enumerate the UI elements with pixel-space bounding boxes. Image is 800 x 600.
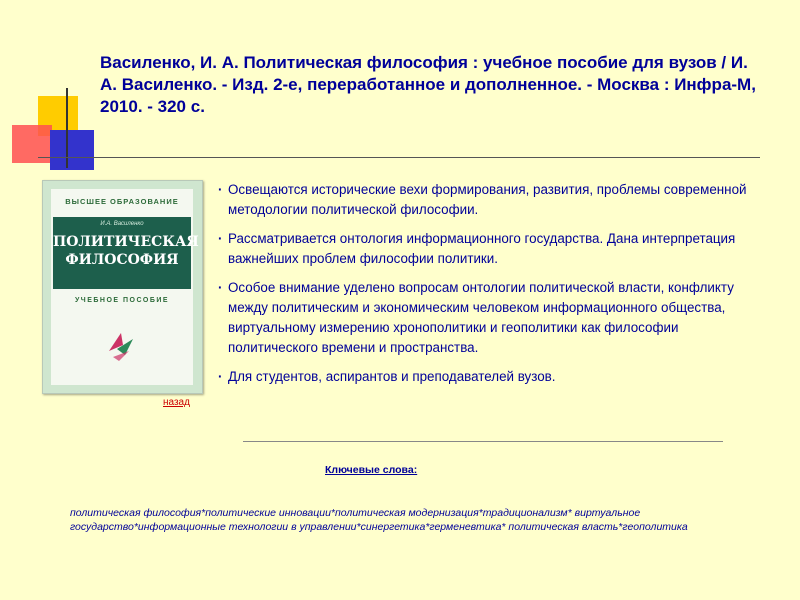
keywords-text: политическая философия*политические инновации*политическая модернизация*традиционализм* виртуальное государство*информационные технологии в управлении*синергетика*герменевтика* политическая власть*геополитика: [70, 507, 688, 533]
list-item: [218, 229, 768, 269]
list-item-text: Освещаются исторические вехи формирования, развития, проблемы современной методологии политической философии.: [228, 182, 747, 217]
header-divider: [38, 157, 760, 158]
book-cover-image: [42, 180, 203, 394]
decor-vertical-line: [66, 88, 68, 168]
description-list: [218, 180, 768, 396]
back-link[interactable]: назад: [163, 397, 190, 408]
bullet-icon: ·: [218, 369, 223, 384]
list-item-text: Особое внимание уделено вопросам онтологии политической власти, конфликту между политическим и экономическим человеком информационного общества, виртуальному измерению хронополитики и геополитики как философии политического времени и пространства.: [228, 280, 734, 355]
book-author: И.А. Василенко: [100, 221, 144, 227]
book-title-line1: ПОЛИТИЧЕСКАЯ: [53, 234, 199, 250]
book-title-line2: ФИЛОСОФИЯ: [65, 252, 179, 268]
list-item-text: Для студентов, аспирантов и преподавателей вузов.: [228, 369, 556, 384]
list-item: [218, 278, 768, 358]
page-title: Василенко, И. А. Политическая философия : учебное пособие для вузов / И. А. Василенко. - Изд. 2-е, переработанное и дополненное. - Москва : Инфра-М, 2010. - 320 с.: [100, 53, 756, 116]
list-item-text: Рассматривается онтология информационного государства. Дана интерпретация важнейших проблем философии политики.: [228, 231, 736, 266]
book-title: [53, 233, 199, 269]
book-title-panel: [53, 217, 199, 289]
book-subtitle: УЧЕБНОЕ ПОСОБИЕ: [74, 297, 170, 304]
bullet-icon: ·: [218, 182, 223, 197]
bullet-icon: ·: [218, 280, 223, 295]
decor-blue-square: [50, 130, 94, 170]
publisher-logo-icon: [103, 327, 139, 363]
book-cover-inner: [51, 189, 199, 385]
list-item: [218, 180, 768, 220]
keywords-heading: Ключевые слова:: [325, 464, 418, 476]
list-item: [218, 367, 768, 387]
book-series: ВЫСШЕЕ ОБРАЗОВАНИЕ: [65, 197, 179, 206]
bullet-icon: ·: [218, 231, 223, 246]
section-divider: [243, 441, 723, 442]
